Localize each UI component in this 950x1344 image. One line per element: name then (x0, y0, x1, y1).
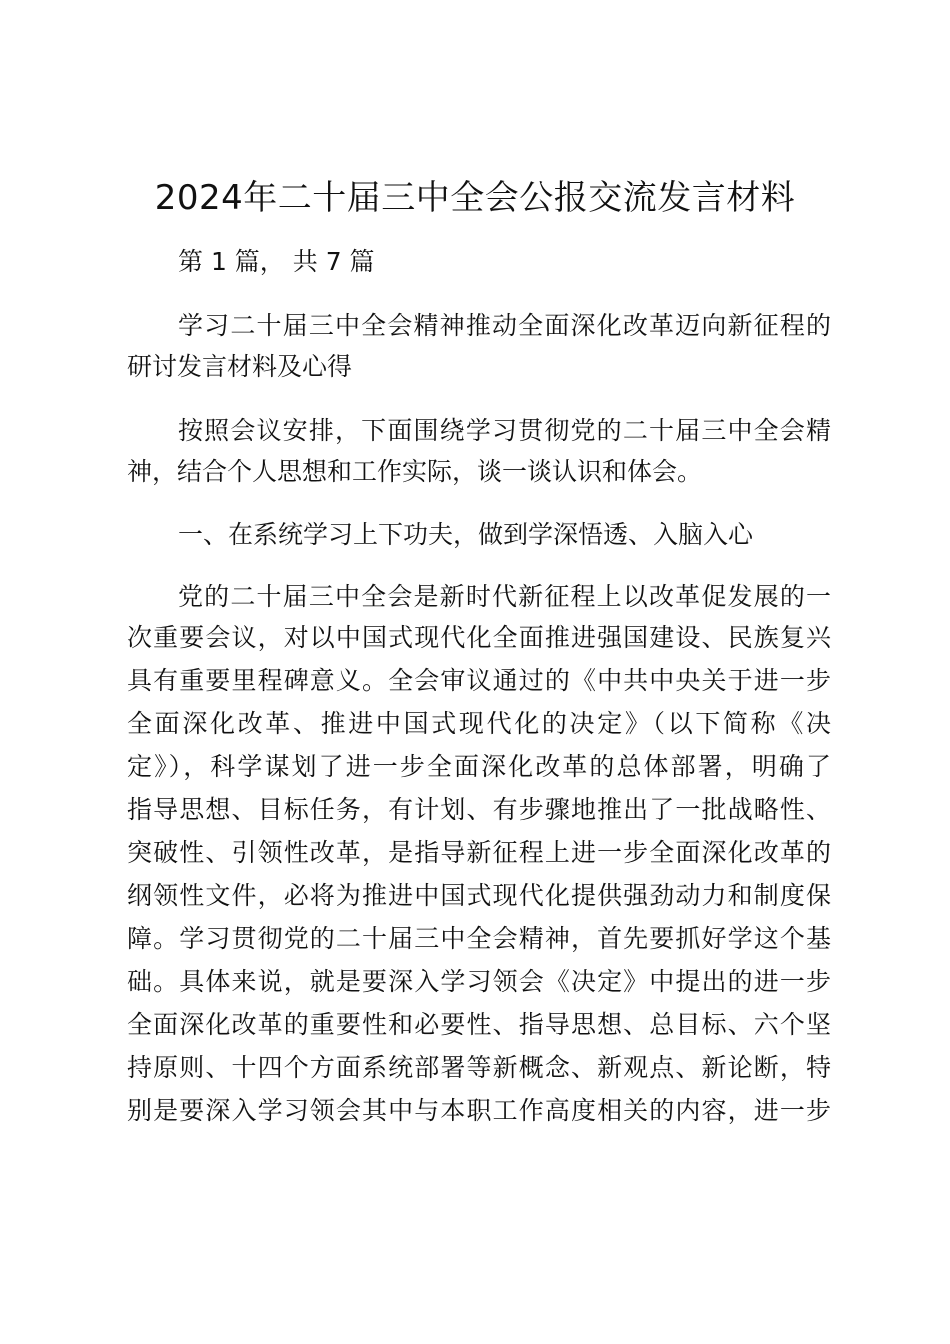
body-line-12: 持原则、十四个方面系统部署等新概念、新观点、新论断，特 (127, 1053, 831, 1082)
section-heading: 一、在系统学习上下功夫，做到学深悟透、入脑入心 (178, 520, 754, 549)
part-label: 第 1 篇， 共 7 篇 (178, 247, 375, 276)
body-line-4: 全面深化改革、推进中国式现代化的决定》（以下简称《决 (127, 709, 831, 738)
intro-line-2: 神，结合个人思想和工作实际，谈一谈认识和体会。 (127, 457, 703, 486)
intro-line-1: 按照会议安排，下面围绕学习贯彻党的二十届三中全会精 (178, 416, 831, 445)
body-line-1: 党的二十届三中全会是新时代新征程上以改革促发展的一 (178, 582, 831, 611)
body-line-3: 具有重要里程碑意义。全会审议通过的《中共中央关于进一步 (127, 666, 831, 695)
body-line-13: 别是要深入学习领会其中与本职工作高度相关的内容，进一步 (127, 1096, 831, 1125)
body-line-7: 突破性、引领性改革，是指导新征程上进一步全面深化改革的 (127, 838, 831, 867)
body-line-2: 次重要会议，对以中国式现代化全面推进强国建设、民族复兴 (127, 623, 831, 652)
subtitle-line-1: 学习二十届三中全会精神推动全面深化改革迈向新征程的 (178, 311, 831, 340)
body-line-8: 纲领性文件，必将为推进中国式现代化提供强劲动力和制度保 (127, 881, 831, 910)
subtitle-line-2: 研讨发言材料及心得 (127, 352, 353, 381)
body-line-10: 础。具体来说，就是要深入学习领会《决定》中提出的进一步 (127, 967, 831, 996)
body-line-5: 定》），科学谋划了进一步全面深化改革的总体部署，明确了 (127, 752, 831, 781)
document-title: 2024年二十届三中全会公报交流发言材料 (154, 178, 796, 218)
body-line-11: 全面深化改革的重要性和必要性、指导思想、总目标、六个坚 (127, 1010, 831, 1039)
body-line-9: 障。学习贯彻党的二十届三中全会精神，首先要抓好学这个基 (127, 924, 831, 953)
body-line-6: 指导思想、目标任务，有计划、有步骤地推出了一批战略性、 (127, 795, 831, 824)
